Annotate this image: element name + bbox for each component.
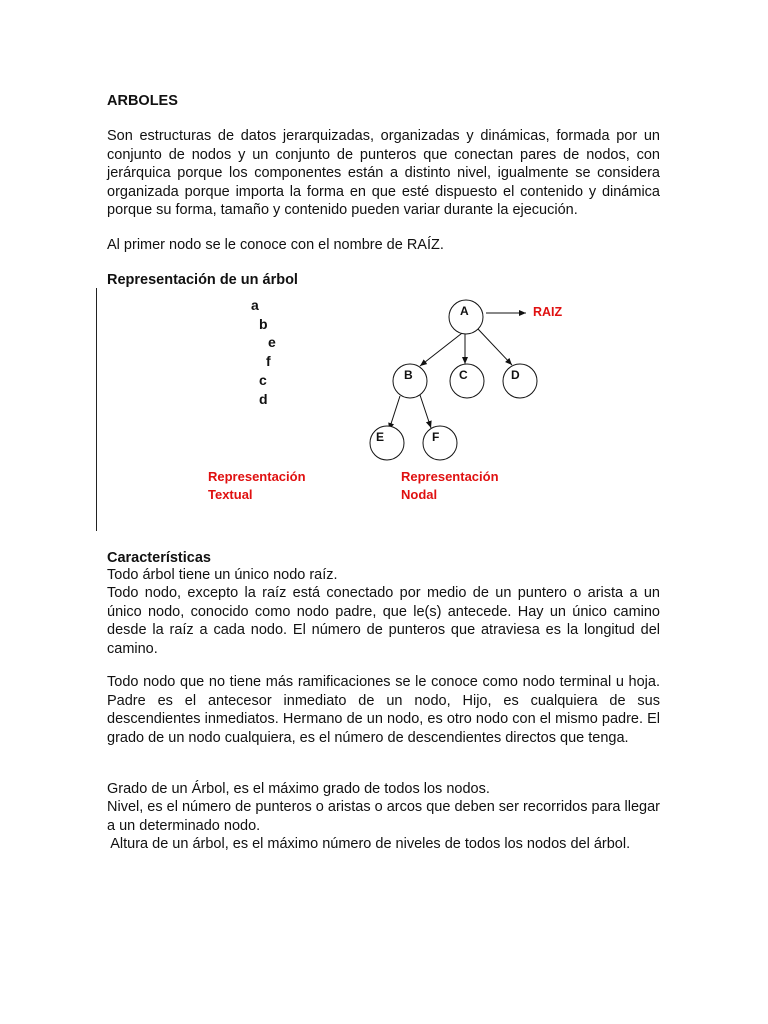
characteristics-paragraph-1: Todo nodo, excepto la raíz está conectado por medio de un puntero o arista a un único nodo, conocido como nodo padre, que le(s) antecede. Hay un único camino desde la raíz a cada nodo. El número de punteros que atraviesa es la longitud del camino.	[107, 585, 660, 657]
textual-letter-d: d	[259, 391, 268, 407]
node-d	[503, 364, 537, 398]
edge-b-f	[420, 395, 431, 428]
root-label: RAIZ	[533, 305, 563, 319]
node-f-label: F	[432, 430, 440, 444]
textual-caption-line1: Representación	[208, 469, 306, 484]
edge-b-e	[389, 396, 400, 430]
characteristics-heading: Características	[107, 550, 211, 566]
textual-letter-f: f	[266, 353, 271, 369]
node-b-label: B	[404, 368, 413, 382]
edge-a-d	[478, 329, 512, 365]
textual-caption-line2: Textual	[208, 487, 253, 502]
characteristics-paragraph-2: Todo nodo que no tiene más ramificaciones se le conoce como nodo terminal u hoja. Padre es el antecesor inmediato de un nodo, Hijo, es cualquiera de sus descendientes inmediatos. Hermano de un nodo, es otro nodo con el mismo padre. El grado de un nodo cualquiera, es el número de descendientes directos que tenga.	[107, 674, 660, 746]
height-definition: Altura de un árbol, es el máximo número de niveles de todos los nodos del árbol.	[107, 836, 631, 852]
textual-letter-e: e	[268, 334, 276, 350]
level-definition: Nivel, es el número de punteros o aristas o arcos que deben ser recorridos para llegar a un determinado nodo.	[107, 799, 660, 834]
node-a-label: A	[460, 304, 469, 318]
page-title: ARBOLES	[107, 93, 178, 109]
characteristics-line-1: Todo árbol tiene un único nodo raíz.	[107, 567, 338, 583]
margin-divider	[96, 288, 97, 531]
node-e-label: E	[376, 430, 385, 444]
representation-heading: Representación de un árbol	[107, 272, 298, 288]
node-d-label: D	[511, 368, 520, 382]
nodal-caption-line1: Representación	[401, 469, 499, 484]
textual-letter-a: a	[251, 297, 259, 313]
textual-caption	[208, 468, 306, 504]
nodal-caption	[401, 468, 499, 504]
node-c-label: C	[459, 368, 468, 382]
textual-letter-b: b	[259, 316, 268, 332]
tree-degree-definition: Grado de un Árbol, es el máximo grado de todos los nodos.	[107, 781, 490, 797]
textual-letter-c: c	[259, 372, 267, 388]
edge-a-b	[420, 330, 466, 366]
nodal-caption-line2: Nodal	[401, 487, 438, 502]
tree-diagram	[360, 295, 600, 465]
node-f	[423, 426, 457, 460]
root-note: Al primer nodo se le conoce con el nombre de RAÍZ.	[107, 237, 444, 253]
intro-paragraph: Son estructuras de datos jerarquizadas, organizadas y dinámicas, formada por un conjunto de nodos y un conjunto de punteros que conectan pares de nodos, con jerárquica porque los componentes están a distinto nivel, igualmente se considera organizada porque importa la forma en que esté dispuesto el contenido y dinámica porque su forma, tamaño y contenido pueden variar durante la ejecución.	[107, 128, 660, 218]
